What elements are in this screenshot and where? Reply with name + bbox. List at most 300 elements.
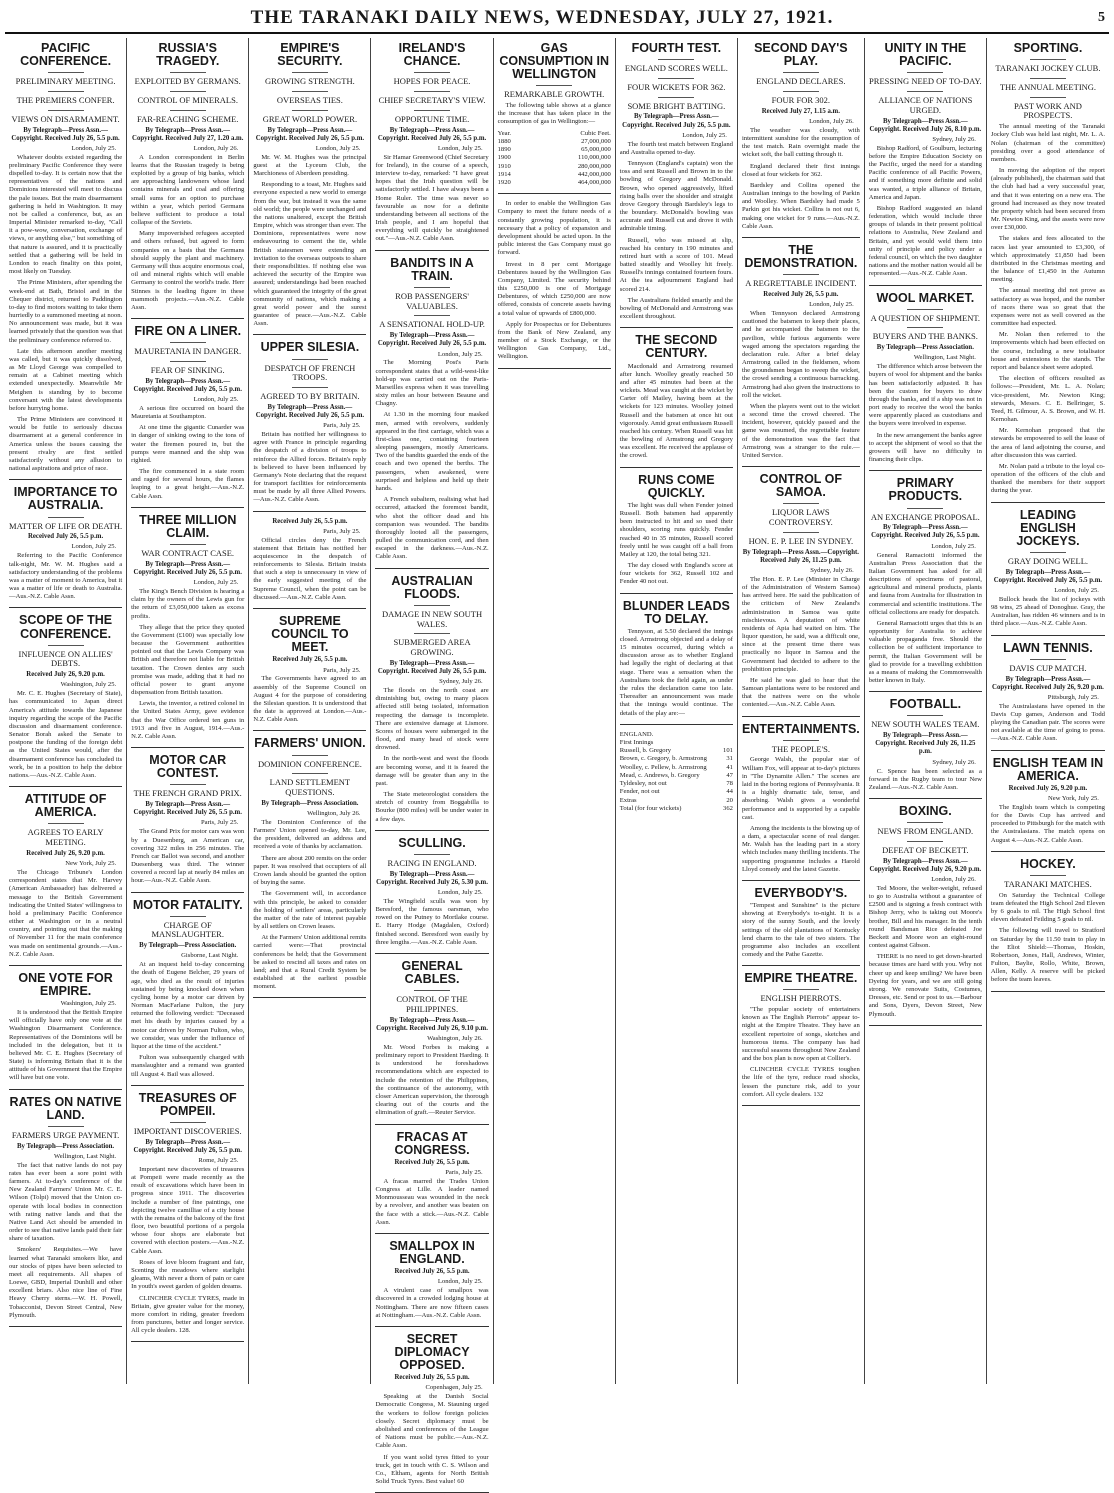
divider-rule xyxy=(907,822,943,823)
scorecard-subtitle: First Innings xyxy=(619,738,654,746)
table-cell: 1880 xyxy=(497,137,511,145)
paragraph: The Morning Post's Paris correspondent states that a wild-west-like hold-up was carried out on the Paris-Marseilles express when it was travelling sixty miles an hour between Beaune and Chagny. xyxy=(375,359,489,408)
headline: WOOL MARKET. xyxy=(876,290,975,305)
place-date: London, July 25. xyxy=(437,1278,483,1286)
table-row xyxy=(498,146,611,154)
article xyxy=(9,972,122,1083)
divider-rule xyxy=(292,91,328,92)
column xyxy=(494,38,616,1384)
headline: HOCKEY. xyxy=(1020,856,1076,871)
article-separator xyxy=(869,798,982,799)
subheading: AGREES TO EARLY MEETING. xyxy=(27,827,104,848)
article-separator xyxy=(375,953,488,954)
dateline: By Telegraph—Press Assn.—Copyright. Received July 26, 9.20 p.m. xyxy=(992,675,1104,691)
paragraph: Bishop Radford suggested an island federation, which would include three groups of islands in their present political relations to Australia, New Zealand and Britain, and yet would weld them into unity of principle and policy under a federal council, on which the two daughter nations and the mother nation would all be represented.—Aus.-N.Z. Cable Assn. xyxy=(868,204,982,278)
table-cell: 1910 xyxy=(497,162,511,170)
divider-rule xyxy=(783,740,819,741)
scorecard-row xyxy=(620,755,733,763)
place-date: Paris, July 25. xyxy=(323,422,361,430)
article xyxy=(375,1240,488,1320)
headline: IMPORTANCE TO AUSTRALIA. xyxy=(13,485,118,513)
article-separator xyxy=(742,716,860,717)
table-cell: 1890 xyxy=(497,146,511,154)
divider-rule xyxy=(170,1122,206,1123)
article xyxy=(869,292,982,465)
subheading: CONTROL OF THE PHILIPPINES. xyxy=(396,994,468,1014)
article-separator xyxy=(253,730,366,731)
divider-rule xyxy=(414,315,450,316)
place-date: London, July 25. xyxy=(809,301,854,309)
place-date: Sydney, July 26. xyxy=(932,758,976,766)
paragraph: The following will travel to Stratford on Saturday by the 11.50 train to play in the Eliot Shield:—Thomas, Hoskin, Robertson, Jones, Hall, Andrews, Winter, Fulton, Baylie, Rollo, White, Brown, Allen, Kelly. A reserve will be picked before the team leaves. xyxy=(990,927,1105,984)
paragraph: Mr. Nolan paid a tribute to the loyal co-operation of the officers of the club and thanked the members for their support during the year. xyxy=(990,462,1105,495)
column xyxy=(5,38,127,1384)
scorecard-row xyxy=(620,772,733,780)
subheading: AN EXCHANGE PROPOSAL. xyxy=(870,511,980,522)
paragraph: The light was dull when Fender joined Russell. Both batsmen had apparently been instructed to hit and so used their shoulders, scoring runs quickly. Fender reached 40 in 35 minutes, Russell scored freely until he was caught off a ball from Mailey at 120, the total being 321. xyxy=(619,501,733,558)
subheading: FOUR WICKETS FOR 362. xyxy=(627,81,726,92)
article xyxy=(375,257,488,562)
article-separator xyxy=(620,593,733,594)
article xyxy=(375,1333,488,1486)
divider-rule xyxy=(414,854,450,855)
place-date: London, July 25. xyxy=(193,396,239,403)
scorecard-row xyxy=(620,780,733,788)
divider-rule xyxy=(48,517,84,518)
headline: ATTITUDE OF AMERICA. xyxy=(24,792,107,820)
article-separator xyxy=(131,892,244,893)
headline: CONTROL OF SAMOA. xyxy=(759,472,843,500)
paragraph: The fire commenced in a state room and raged for several hours, the flames leaping to a great height.—Aus.-N.Z. Cable Assn. xyxy=(131,468,245,500)
headline: FOOTBALL. xyxy=(889,697,962,712)
scorecard-row xyxy=(620,805,733,813)
paragraph: Many impoverished refugees accepted and others refused, but agreed to form companies on a basis that the Germans should supply the plant and machinery. Germany will thus acquire enormous coal, oil and mineral rights which will enable Germany to control the world's trade. Herr Stinnes is the leading figure in these mammoth projects.—Aus.-N.Z. Cable Assn. xyxy=(131,230,245,311)
paragraph: Important new discoveries of treasures at Pompeii were made recently as the result of excavations which have been in progress since 1911. The discoveries include a number of fine paintings, one depicting twelve camilliae of a city house with the remains of the balcony of the first floor, two beautiful portions of a pergola whose four shops are elaborate but covered with election posters.—Aus.-N.Z. Cable Assn. xyxy=(131,1165,245,1255)
paragraph: Referring to the Pacific Conference talk-night, Mr. W. M. Hughes said a satisfactory understanding of the problems was a matter of moment to America, but it was a matter of life or death to Australia.—Aus.-N.Z. Cable Assn. xyxy=(9,552,123,601)
table-header xyxy=(498,130,611,138)
paragraph: A serious fire occurred on board the Mauretania at Southampton. xyxy=(131,404,245,421)
article-separator xyxy=(742,880,860,881)
subheading: PRELIMINARY MEETING. xyxy=(15,76,116,87)
paragraph: The difference which arose between the buyers of wool for shipment and the banks has been satisfactorily adjusted. It has been the custom for buyers to draw through the banks, and if a ship was not in port ready to receive the wool the banks were apparently placed as custodians and the buyers were involved in expense. xyxy=(868,363,982,428)
table-cell: 110,000,000 xyxy=(578,154,611,162)
subheading: SOME BRIGHT BATTING. xyxy=(627,100,726,111)
paragraph: The Australasians have opened in the Davis Cup games, Anderson and Todd playing the Canadian pair. The scores were not available at the time of going to press.—Aus.-N.Z. Cable Assn. xyxy=(990,702,1105,743)
divider-rule xyxy=(292,773,328,774)
column xyxy=(865,38,987,1384)
divider-rule xyxy=(170,361,206,362)
article-separator xyxy=(131,1341,244,1342)
dateline: By Telegraph—Press Assn.—Copyright. Received July 27, 1.20 a.m. xyxy=(132,126,244,142)
runs: 44 xyxy=(726,788,733,796)
scorecard-row xyxy=(620,797,733,805)
place-date: Gisborne, Last Night. xyxy=(181,952,239,960)
dateline: By Telegraph—Press Assn.—Copyright. Received July 26, 5.5 p.m. xyxy=(993,568,1103,584)
place-date: Paris, July 25. xyxy=(323,527,361,535)
divider-rule xyxy=(414,605,450,606)
headline: FRACAS AT CONGRESS. xyxy=(394,1129,470,1157)
paragraph: Russell, who was missed at slip, reached his century in 190 minutes and retired hurt with a score of 101. Mead batted steadily and Woolley hit freely. Russell's innings contained fourteen fours. At the tea adjournment England had scored 214. xyxy=(619,236,733,293)
article-separator xyxy=(9,786,122,787)
divider-rule xyxy=(170,72,206,73)
divider-rule xyxy=(292,110,328,111)
divider-rule xyxy=(907,715,943,716)
place-date: Paris, July 25. xyxy=(445,1168,483,1176)
headline: UPPER SILESIA. xyxy=(260,340,360,355)
paragraph: "The popular society of entertainers known as The English Pierrots" appear to-night at the Empire Theatre. They have an excellent repertoire of songs, sketches and humorous items. The company has had successful seasons throughout New Zealand and the box plan is now open at Collier's. xyxy=(741,1006,860,1063)
place-date: London, July 25. xyxy=(437,144,483,152)
headline: AUSTRALIAN FLOODS. xyxy=(391,573,473,601)
article xyxy=(742,473,860,710)
dateline: By Telegraph—Press Assn.—Copyright. Received July 26, 8.10 p.m. xyxy=(869,117,982,133)
table-cell: 65,000,000 xyxy=(581,146,611,154)
subheading: LAND SETTLEMENT QUESTIONS. xyxy=(269,777,351,798)
article xyxy=(253,518,366,602)
place-date: Pittsburgh, July 25. xyxy=(1047,693,1099,701)
place-date: Washington, July 26. xyxy=(427,1035,483,1043)
place-date: London, July 25. xyxy=(437,350,483,358)
headline: SCOPE OF THE CONFERENCE. xyxy=(19,613,113,641)
article xyxy=(9,42,122,473)
subheading: ENGLAND SCORES WELL. xyxy=(624,63,728,74)
table-cell: 280,000,000 xyxy=(577,162,611,170)
column xyxy=(738,38,865,1384)
batsman: Mead, c. Andrews, b. Gregory xyxy=(619,771,700,779)
paragraph: The English team which is competing for the Davis Cup has arrived and proceeded to Pittsburgh for the match with the Australasians. The match opens on August 4.—Aus.-N.Z. Cable Assn. xyxy=(990,803,1105,844)
article-separator xyxy=(9,607,122,608)
article-separator xyxy=(375,568,488,569)
paragraph: "Tempest and Sunshine" is the picture showing at Everybody's to-night. It is a story of the sunny South, and the lovely settings of the old plantations of Kentucky lend charm to the tale of two sisters. The programme also includes an excellent comedy and the Pathe Gazette. xyxy=(741,902,860,959)
divider-rule xyxy=(1030,78,1066,79)
paragraph: Official circles deny the French statement that Britain has notified her acquiescence in the despatch of reinforcements to Silesia. Britain insists that such a step is unnecessary in view of the early suggested meeting of the Supreme Council, when the point can be discussed.—Aus.-N.Z. Cable Assn. xyxy=(253,536,367,601)
dateline: By Telegraph—Press Assn.—Copyright. Received July 26, 5.5 p.m. xyxy=(133,1138,242,1154)
place-date: New York, July 25. xyxy=(1048,795,1099,802)
divider-rule xyxy=(783,72,819,73)
article-separator xyxy=(253,997,366,998)
article xyxy=(620,474,733,587)
article-separator xyxy=(131,507,244,508)
batsman: Total (for four wickets) xyxy=(619,804,682,812)
dateline: By Telegraph—Press Association. xyxy=(876,344,974,352)
article-separator xyxy=(620,327,733,328)
divider-rule xyxy=(658,97,694,98)
article xyxy=(253,42,366,328)
paragraph: Mr. Wood Forbes is making a preliminary report to President Harding. It is understood he foreshadows recommendations which are expected to include the retention of the Philippines, the continuance of the autonomy, with closer American supervision, the thorough clearing out of the courts and the elimination of graft.—Reuter Service. xyxy=(375,1043,489,1117)
place-date: Sydney, July 26. xyxy=(439,678,483,686)
paragraph: Mr. C. E. Hughes (Secretary of State), has communicated to Japan direct America's attitude towards the Japanese inquiry regarding the scope of the Pacific discussion and disarmament conference. Senator Borah asked the Senate to postpone the funding of the foreign debt as the United States would, after the disarmament conference has concluded its work, be in a position to help the debtor nations.—Aus.-N.Z. Cable Assn. xyxy=(9,690,123,779)
paragraph: The following table shows at a glance the increase that has taken place in the consumption of gas in Wellington:— xyxy=(497,102,611,126)
article xyxy=(869,42,982,279)
subheading: VIEWS ON DISARMAMENT. xyxy=(11,113,120,124)
table-row xyxy=(498,138,611,146)
runs: 101 xyxy=(723,747,733,755)
paragraph: CLINCHER CYCLE TYRES toughen the life of the tyre, reduce road shocks, lessen the puncture risk, add to your comfort. All cycle dealers. 132 xyxy=(741,1066,860,1098)
paragraph: England declared their first innings closed at four wickets for 362. xyxy=(741,162,860,178)
divider-rule xyxy=(907,841,943,842)
paragraph: The King's Bench Division is hearing a claim by the owners of the Lewis gun for the return of £3,050,000 taken as excess profits. xyxy=(131,588,245,620)
subheading: BUYERS AND THE BANKS. xyxy=(872,331,978,342)
subheading: LIQUOR LAWS CONTROVERSY. xyxy=(768,507,833,528)
article-separator xyxy=(253,334,366,335)
article-separator xyxy=(991,851,1105,852)
dateline: Received July 26, 9.20 p.m. xyxy=(26,849,105,857)
headline: LAWN TENNIS. xyxy=(1003,640,1093,655)
article-separator xyxy=(991,750,1105,751)
page-number: 5 xyxy=(1098,10,1105,25)
article-separator xyxy=(253,608,366,609)
divider-rule xyxy=(48,645,84,646)
divider-rule xyxy=(658,59,694,60)
paragraph: The Prime Ministers are convinced it would be futile to seriously discuss disarmament at a general conference in America unless the issues causing the present rivalry are first settled satisfactorily without any allusion to national aspirations and price of race. xyxy=(9,416,123,473)
divider-rule xyxy=(907,72,943,73)
data-table xyxy=(498,130,611,188)
subheading: HON. E. P. LEE IN SYDNEY. xyxy=(748,535,854,546)
headline: RUNS COME QUICKLY. xyxy=(638,472,715,500)
divider-rule xyxy=(907,508,943,509)
article-separator xyxy=(869,691,982,692)
article xyxy=(620,334,733,460)
place-date: London, July 26. xyxy=(193,144,239,152)
headline: EMPIRE THEATRE. xyxy=(744,971,858,986)
article-separator xyxy=(375,1124,488,1125)
article xyxy=(498,200,611,361)
subheading: AGREED TO BY BRITAIN. xyxy=(260,391,360,402)
subheading: A REGRETTABLE INCIDENT. xyxy=(745,278,857,289)
article xyxy=(131,42,244,312)
divider-rule xyxy=(48,110,84,111)
paragraph: Smokers' Requisites.—We have learned what Taranaki smokers like, and our stocks of pipes have been selected to meet all requirements. All shapes of Loewe, GBD, Imperial Dunhill and other excellent briars. Also nice line of Fine Heavy Cherry sterns.—W. H. Powell, Tobacconist, Devon Street Central, New Plymouth. xyxy=(9,1246,123,1319)
headline: SECRET DIPLOMACY OPPOSED. xyxy=(394,1331,470,1373)
divider-rule xyxy=(48,1126,84,1127)
divider-rule xyxy=(48,823,84,824)
subheading: ENGLISH PIERROTS. xyxy=(760,993,842,1004)
headline: RATES ON NATIVE LAND. xyxy=(9,1094,122,1122)
subheading: A QUESTION OF SHIPMENT. xyxy=(870,312,981,323)
subheading: GROWING STRENGTH. xyxy=(265,76,355,87)
paragraph: If you want solid tyres fitted to your truck, get in touch with C. S. Wilson and Co., Eltham, agents for North British Solid Truck Tyres. Best value! 60 xyxy=(375,1453,489,1486)
place-date: Wellington, Last Night. xyxy=(913,354,976,362)
article xyxy=(253,341,366,504)
article xyxy=(742,42,860,231)
subheading: THE FRENCH GRAND PRIX. xyxy=(133,788,242,799)
subheading: IMPORTANT DISCOVERIES. xyxy=(133,1125,242,1136)
place-date: London, July 25. xyxy=(682,131,727,139)
divider-rule xyxy=(292,72,328,73)
subheading: A SENSATIONAL HOLD-UP. xyxy=(379,319,485,330)
headline: BOXING. xyxy=(898,804,952,819)
paragraph: At 1.30 in the morning four masked men, armed with revolvers, suddenly appeared in the first carriage, which was a first-class one, containing fourteen sleeping passengers, mostly Americans. Two of the bandits guarded the ends of the coach and two opened the berths. The passengers, when awakened, were surprised and helpless and held up their hands. xyxy=(375,411,489,492)
subheading: RACING IN ENGLAND. xyxy=(387,857,477,868)
table-cell: 1900 xyxy=(497,154,511,162)
masthead-title: THE TARANAKI DAILY NEWS, WEDNESDAY, JULY 27, 1921. xyxy=(250,7,834,28)
column xyxy=(127,38,249,1384)
runs: 362 xyxy=(723,804,733,812)
place-date: Copenhagen, July 25. xyxy=(425,1384,483,1392)
headline: UNITY IN THE PACIFIC. xyxy=(884,41,967,69)
divider-rule xyxy=(414,72,450,73)
divider-rule xyxy=(414,633,450,634)
article xyxy=(131,899,244,1079)
paragraph: C. Spence has been selected as a forward in the Rugby team to tour New Zealand.—Aus.-N.Z. Cable Assn. xyxy=(868,767,982,791)
article-separator xyxy=(991,502,1105,503)
paragraph: Among the incidents is the blowing up of a dam, a spectacular scene of real danger. Mr. Walsh has the leading part in a story which includes many thrilling incidents. The supporting programme includes a Harold Lloyd comedy and the latest Gazette. xyxy=(741,824,860,873)
divider-rule xyxy=(1030,875,1066,876)
paragraph: There are about 200 remits on the order paper. It was resolved that occupiers of all Crown lands should be granted the option of buying the same. xyxy=(253,854,367,887)
paragraph: It is understood that the British Empire will officially have only one vote at the Washington Disarmament Conference. Representatives of the Dominions will be included in the delegation, but it is believed Mr. C. E. Hughes (Secretary of State) is informing Britain that it is the attitude of his Government that the Empire will have but one vote. xyxy=(9,1009,123,1082)
paragraph: Tennyson (England's captain) won the toss and sent Russell and Brown in to the bowling of Gregory and McDonald. Brown, who opened aggressively, lifted rising balls over the shoulder and straight drove Gregory through Bardsley's legs to the boundary. McDonald's bowling was accurate and Russell cut and drove it with admirable timing. xyxy=(619,159,733,233)
dateline: Received July 27, 1.15 a.m. xyxy=(761,107,840,115)
subheading: OVERSEAS TIES. xyxy=(276,95,343,106)
place-date: London, July 25. xyxy=(437,889,483,897)
subheading: PRESSING NEED OF TO-DAY. xyxy=(869,76,982,87)
paragraph: In moving the adoption of the report (already published), the chairman said that the club had had a very successful year, and that it was entering on a new era. The ground had increased as they now treated the property which had been secured from Mr. Newton King, and the assets were now over £30,000. xyxy=(990,167,1105,232)
place-date: Washington, July 25. xyxy=(60,681,117,689)
batsman: Brown, c. Gregory, b. Armstrong xyxy=(619,755,707,763)
dateline: By Telegraph—Press Assn.—Copyright. Received July 26, 11.25 p.m. xyxy=(875,732,976,756)
article xyxy=(375,575,488,824)
paragraph: The weather was cloudy, with intermittent sunshine for the resumption of the test match. Rain overnight made the wicket soft, the ball cutting through it. xyxy=(741,126,860,159)
subheading: FEAR OF SINKING. xyxy=(150,364,225,375)
paragraph: Ted Moore, the welter-weight, refused to go to Australia without a guarantee of £2500 and is signing a fresh contract with Bishop Jerry, who is taking out Moore's brother, Bill and his manager. In the tenth round Bandsman Rice defeated Joe Beckett and Moore won an eight-round contest against Gibson. xyxy=(868,884,982,950)
headline: THREE MILLION CLAIM. xyxy=(139,512,237,540)
dateline: By Telegraph—Press Association. xyxy=(261,799,359,807)
article-separator xyxy=(742,965,860,966)
subheading: ALLIANCE OF NATIONS URGED. xyxy=(878,95,973,115)
subheading: DEFEAT OF BECKETT. xyxy=(882,844,969,855)
article xyxy=(131,754,244,885)
headline: GAS CONSUMPTION IN WELLINGTON xyxy=(499,41,610,82)
dateline: Received July 26, 9.20 p.m. xyxy=(1008,784,1088,792)
divider-rule xyxy=(414,110,450,111)
article-separator xyxy=(869,1025,982,1026)
paragraph: The fourth test match between England and Australia opened to-day. xyxy=(619,140,733,156)
subheading: TARANAKI JOCKEY CLUB. xyxy=(995,63,1101,74)
article xyxy=(869,805,982,1019)
newspaper-page xyxy=(5,4,1109,1486)
dateline: By Telegraph—Press Assn.—Copyright. Received July 26, 5.5 p.m. xyxy=(11,126,120,142)
article-separator xyxy=(498,368,611,369)
table-cell: 27,000,000 xyxy=(581,137,611,145)
article xyxy=(375,42,488,244)
subheading: GREAT WORLD POWER. xyxy=(262,113,358,124)
subheading: PAST WORK AND PROSPECTS. xyxy=(1014,100,1082,121)
article xyxy=(620,600,733,718)
dateline: By Telegraph—Press Assn.—Copyright. Received July 26, 9.20 p.m. xyxy=(869,857,982,873)
dateline: By Telegraph—Press Assn.—Copyright. Received July 26, 5.5 p.m. xyxy=(133,560,242,576)
subheading: OPPORTUNE TIME. xyxy=(394,113,470,124)
subheading: THE PEOPLE'S. xyxy=(771,743,830,754)
table-row xyxy=(498,179,611,187)
paragraph: The Hon. E. P. Lee (Minister in Charge of the Administration of Western Samoa) has arrived here. He said the publication of the criticism of New Zealand's administration in Samoa was quite mischievous. A deputation of white residents of Apia had waited on him. The liquor question, he said, was a difficult one, since at the present time there was practically no liquor in Samoa and the Government had decided to adhere to the prohibition principle. xyxy=(741,575,860,673)
paragraph: The Grand Prix for motor cars was won by a Duesenberg, an American car, covering 322 miles in 256 minutes. The French car Ballot was second, and another Duesenberg was third. The winner covered a record lap at nearly 84 miles an hour.—Aus.-N.Z. Cable Assn. xyxy=(131,828,245,885)
article xyxy=(375,837,488,947)
dateline: By Telegraph—Press Assn.—Copyright. Received July 26, 5.5 p.m. xyxy=(255,403,365,419)
dateline: Received July 26, 5.5 p.m. xyxy=(272,517,348,525)
article-separator xyxy=(253,511,366,512)
paragraph: At an inquest held to-day concerning the death of Eugene Belcher, 29 years of age, who died as the result of injuries sustained by being knocked down when cycling home by a motor car driven by Norman MacFarlane Fulton, the jury returned the following verdict: "Deceased met his death by injuries caused by a motor car driven by Norman Fulton, who, we consider, was under the influence of liquor at the time of the accident." xyxy=(131,961,245,1050)
subheading: REMARKABLE GROWTH. xyxy=(504,89,605,100)
headline: BANDITS IN A TRAIN. xyxy=(390,255,474,283)
paragraph: The day closed with England's score at four wickets for 362, Russell 102 and Fender 40 not out. xyxy=(619,562,733,586)
place-date: London, July 26. xyxy=(809,117,854,125)
paragraph: Macdonald and Armstrong resumed after lunch. Woolley greatly reached 50 and after 45 minutes had been at the wickets. Mead was caught at the wicket by Carter off Mailey, having been at the wickets for 123 minutes. Woolley joined Russell and the batsmen at once hit out vigorously. Amid great enthusiasm Russell reached his century. When Russell was hit the bowling of Armstrong and Gregory was excellent. He received the applause of the crowd. xyxy=(619,362,733,460)
paragraph: Fulton was subsequently charged with manslaughter and a remand was granted till August 4. Bail was allowed. xyxy=(131,1054,245,1078)
place-date: New York, July 25. xyxy=(65,860,117,868)
paragraph: Roses of love bloom fragrant and fair, Scenting the meadows where starlight gleams, With never a thorn of pain or care In youth's sweet garden of golden dreams. xyxy=(131,1258,245,1291)
dateline: Received July 26, 5.5 p.m. xyxy=(394,1374,470,1382)
headline: EVERYBODY'S. xyxy=(754,885,848,900)
divider-rule xyxy=(414,91,450,92)
runs: 78 xyxy=(726,780,733,788)
subheading: DAVIS CUP MATCH. xyxy=(1009,662,1087,673)
runs: 31 xyxy=(726,755,733,763)
paragraph: The Governments have agreed to an assembly of the Supreme Council on August 4 for the purpose of considering the Silesian question. It is understood that the date is approved at London.—Aus.-N.Z. Cable Assn. xyxy=(253,675,367,724)
table-cell: 1914 xyxy=(497,170,511,178)
subheading: INFLUENCE ON ALLIES' DEBTS. xyxy=(18,648,113,669)
paragraph: General Ramaciotti urges that this is an opportunity for Australia to achieve valuable propaganda free. Should the collection be of sufficient importance to permit, the Italian Government will be glad to provide for a travelling exhibition as a means of making the Commonwealth better known in Italy. xyxy=(868,619,982,685)
headline: SMALLPOX IN ENGLAND. xyxy=(389,1238,475,1266)
subheading: EXPLOITED BY GERMANS. xyxy=(134,76,241,87)
article xyxy=(131,325,244,501)
subheading: SUBMERGED AREA GROWING. xyxy=(393,637,471,658)
headline: SUPREME COUNCIL TO MEET. xyxy=(271,614,349,655)
table-cell: 442,000,000 xyxy=(577,170,611,178)
article-separator xyxy=(742,466,860,467)
divider-rule xyxy=(170,544,206,545)
article-separator xyxy=(131,747,244,748)
paragraph: Speaking at the Danish Social Democratic Congress, M. Stauning urged the workers to follow foreign policies closely. Secret diplomacy must be abolished and conferences of the League of Nations must be public.—Aus.-N.Z. Cable Assn. xyxy=(375,1393,489,1450)
paragraph: George Walsh, the popular star of William Fox, will appear at to-day's pictures in "The Dynamite Allen." The scenes are laid in the boring regions of Pennsylvania. It is a highly dramatic tale, tense, and absorbing. Walsh gives a wonderful performance and is supported by a capable cast. xyxy=(741,756,860,821)
paragraph: Mr. Nolan then referred to the improvements which had been effected on the course, including a new totalisator house and extensions to the stands. The report and balance sheet were adopted. xyxy=(990,331,1105,371)
divider-rule xyxy=(536,85,572,86)
divider-rule xyxy=(292,359,328,360)
paragraph: Invest in 8 per cent Mortgage Debentures issued by the Wellington Gas Company, Limited. The security behind this £250,000 is one of Mortgage Debentures, of which £250,000 are now offered, consists of concrete assets having a total value of upwards of £800,000. xyxy=(497,260,611,317)
dateline: By Telegraph—Press Assn.—Copyright. Received July 26, 5.5 p.m. xyxy=(377,332,487,348)
paragraph: In the new arrangement the banks agree to accept the shipment of wool so that the growers will have no difficulty in financing their clips. xyxy=(868,431,982,464)
article-separator xyxy=(620,724,733,725)
dateline: By Telegraph—Press Assn.—Copyright. Received July 26, 5.5 p.m. xyxy=(255,126,365,142)
headline: RUSSIA'S TRAGEDY. xyxy=(156,41,220,69)
paragraph: The annual meeting did not prove as satisfactory as was hoped, and the number of races there was so great that the expenses were not as well covered as the committee had expected. xyxy=(990,287,1105,328)
dateline: Received July 26, 9.20 p.m. xyxy=(26,671,105,679)
divider-rule xyxy=(1030,659,1066,660)
dateline: By Telegraph—Press Assn.—Copyright. Received July 26, 5.5 p.m. xyxy=(133,377,242,393)
place-date: Wellington, Last Night. xyxy=(54,1152,117,1160)
paragraph: CLINCHER CYCLE TYRES, made in Britain, give greater value for the money, more comfort in riding, greater freedom from punctures, better and longer service. All cycle dealers. 128. xyxy=(131,1294,245,1335)
dateline: By Telegraph—Press Assn.—Copyright. Received July 26, 9.10 p.m. xyxy=(376,1016,488,1032)
subheading: GRAY DOING WELL. xyxy=(1007,555,1089,566)
article-separator xyxy=(9,1089,122,1090)
headline: FIRE ON A LINER. xyxy=(134,324,242,339)
subheading: THE PREMIERS CONFER. xyxy=(16,95,115,106)
article-separator xyxy=(869,470,982,471)
dateline: By Telegraph—Press Assn.—Copyright. Received July 26, 5.5 p.m. xyxy=(622,113,731,129)
batsman: Woolley, c. Pellew, b. Armstrong xyxy=(619,763,707,771)
divider-rule xyxy=(783,989,819,990)
headline: LEADING ENGLISH JOCKEYS. xyxy=(1016,507,1080,548)
paragraph: The floods on the north coast are diminishing but, owing to many places affected still being isolated, information respecting the damage is incomplete. There are extensive damage at Lismore. Scores of houses were submerged in the flood, and many head of stock were drowned. xyxy=(375,687,489,752)
headline: IRELAND'S CHANCE. xyxy=(398,41,466,69)
divider-rule xyxy=(48,91,84,92)
subheading: FARMERS URGE PAYMENT. xyxy=(11,1129,120,1140)
headline: SECOND DAY'S PLAY. xyxy=(754,41,848,69)
article-separator xyxy=(9,479,122,480)
paragraph: At one time the gigantic Cunarder was in danger of sinking owing to the tons of water the firemen poured in, but the pumps were manned and the ship was righted. xyxy=(131,424,245,464)
divider-rule xyxy=(48,72,84,73)
paragraph: The fact that native lands do not pay rates has ever been a sore point with farmers. At to-day's conference of the New Zealand Farmers' Union Mr. C. E. Wilson (Tolpi) moved that the Union co-operate with local bodies in connection with rating native lands and that the Native Land Act should be amended in order to see that native lands paid their fair share of taxation. xyxy=(9,1161,123,1243)
article xyxy=(253,737,366,991)
place-date: Paris, July 25. xyxy=(200,819,239,827)
